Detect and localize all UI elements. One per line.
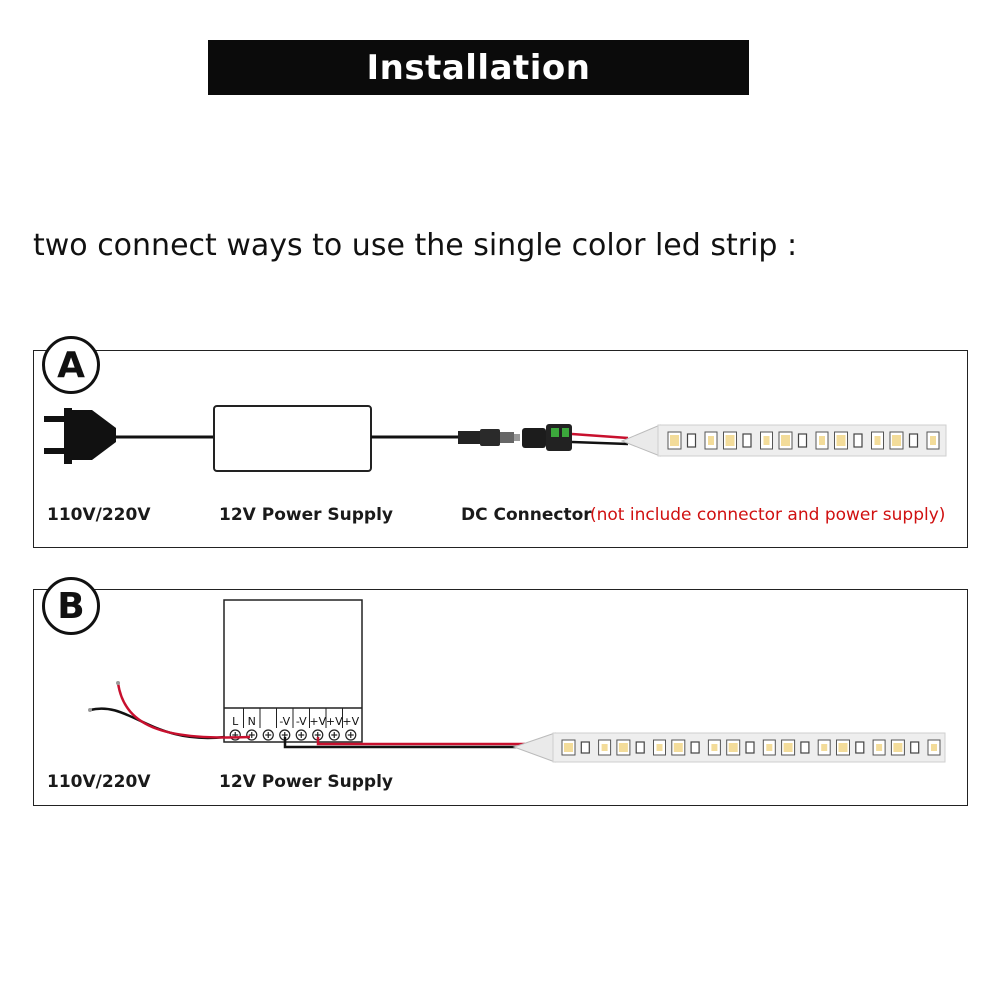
resistor bbox=[801, 742, 809, 753]
led-chip-lens bbox=[766, 744, 772, 751]
power-supply-brick bbox=[214, 406, 371, 471]
led-chip-lens bbox=[729, 743, 738, 752]
led-chip-lens bbox=[837, 435, 846, 446]
label-mains-a: 110V/220V bbox=[47, 505, 151, 525]
label-psu-a: 12V Power Supply bbox=[219, 505, 394, 525]
terminal-label: +V bbox=[342, 715, 360, 728]
label-mains-b: 110V/220V bbox=[47, 772, 151, 792]
resistor bbox=[910, 434, 918, 447]
resistor bbox=[688, 434, 696, 447]
resistor bbox=[854, 434, 862, 447]
terminal-label: -V bbox=[279, 715, 291, 728]
led-chip-lens bbox=[711, 744, 717, 751]
led-chip-lens bbox=[619, 743, 628, 752]
terminal-label: +V bbox=[309, 715, 327, 728]
intro-text: two connect ways to use the single color led strip : bbox=[33, 228, 798, 263]
dc-connector-icon bbox=[522, 424, 572, 451]
resistor bbox=[911, 742, 919, 753]
led-chip-lens bbox=[931, 744, 937, 751]
diagram-b-badge: B bbox=[42, 577, 100, 635]
led-chip-lens bbox=[564, 743, 573, 752]
led-chip-lens bbox=[819, 436, 825, 445]
label-dc-connector: DC Connector bbox=[461, 505, 592, 525]
resistor bbox=[691, 742, 699, 753]
label-psu-b: 12V Power Supply bbox=[219, 772, 394, 792]
led-chip-lens bbox=[674, 743, 683, 752]
terminal-label: N bbox=[247, 715, 256, 728]
led-chip-lens bbox=[893, 743, 902, 752]
terminal-label: -V bbox=[295, 715, 307, 728]
led-chip-lens bbox=[821, 744, 827, 751]
terminal-label: +V bbox=[325, 715, 343, 728]
led-chip-lens bbox=[781, 435, 790, 446]
led-chip-lens bbox=[657, 744, 663, 751]
led-chip-lens bbox=[726, 435, 735, 446]
led-strip-a bbox=[622, 425, 946, 456]
page-title: Installation bbox=[366, 47, 591, 88]
resistor bbox=[636, 742, 644, 753]
resistor bbox=[856, 742, 864, 753]
led-chip-lens bbox=[784, 743, 793, 752]
resistor bbox=[581, 742, 589, 753]
led-chip-lens bbox=[839, 743, 848, 752]
note-not-included: (not include connector and power supply) bbox=[590, 505, 946, 525]
led-chip-lens bbox=[670, 435, 679, 446]
resistor bbox=[799, 434, 807, 447]
led-strip-b bbox=[514, 733, 945, 762]
led-chip-lens bbox=[875, 436, 881, 445]
diagram-a-badge: A bbox=[42, 336, 100, 394]
resistor bbox=[743, 434, 751, 447]
led-chip-lens bbox=[708, 436, 714, 445]
led-chip-lens bbox=[764, 436, 770, 445]
dc-plug-icon bbox=[458, 429, 520, 446]
wall-plug-icon bbox=[44, 408, 116, 464]
led-chip-lens bbox=[602, 744, 608, 751]
led-chip-lens bbox=[876, 744, 882, 751]
mains-wire-black bbox=[90, 709, 225, 738]
resistor bbox=[746, 742, 754, 753]
led-chip-lens bbox=[930, 436, 936, 445]
led-chip-lens bbox=[892, 435, 901, 446]
terminal-label: L bbox=[232, 715, 239, 728]
